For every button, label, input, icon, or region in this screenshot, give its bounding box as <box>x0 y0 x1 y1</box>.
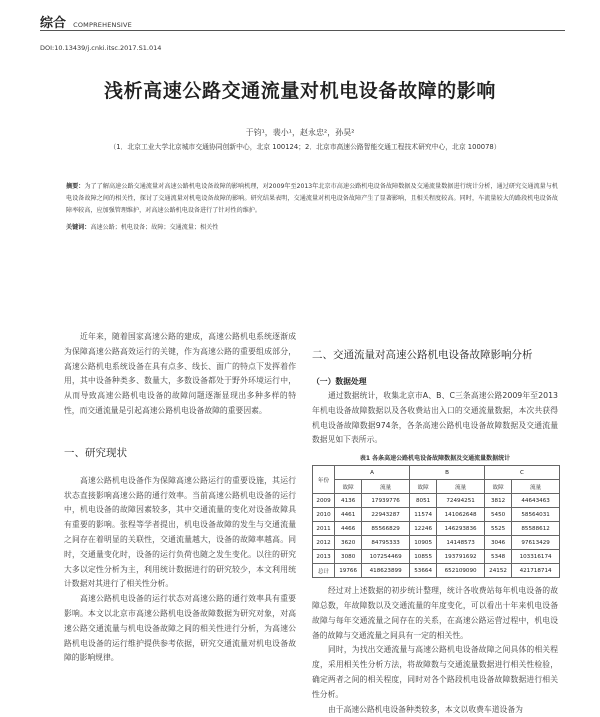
doi: DOI:10.13439/j.cnki.itsc.2017.S1.014 <box>40 44 162 52</box>
table-cell: 5450 <box>484 508 511 522</box>
section-heading-analysis: 二、交通流量对高速公路机电设备故障影响分析 <box>312 349 533 361</box>
table-subheader-cell: 流量 <box>437 480 485 494</box>
table-cell: 2010 <box>313 508 335 522</box>
journal-section-english: COMPREHENSIVE <box>73 21 132 29</box>
table-cell: 4461 <box>335 508 362 522</box>
table-cell: 85566829 <box>362 522 410 536</box>
table-header-group-a: A <box>335 466 410 480</box>
table-cell: 146293836 <box>437 522 485 536</box>
running-header <box>40 12 570 31</box>
table-subheader-cell: 故障 <box>484 480 511 494</box>
table-cell: 10905 <box>410 536 437 550</box>
table-cell: 103316174 <box>512 550 560 564</box>
table-cell: 418623899 <box>362 564 410 578</box>
table-cell: 97613429 <box>512 536 560 550</box>
table-cell: 17939776 <box>362 494 410 508</box>
section-heading-research-status: 一、研究现状 <box>64 446 127 459</box>
table-cell: 8051 <box>410 494 437 508</box>
journal-section-name: 综合 <box>40 16 67 31</box>
table-header-row <box>313 466 560 480</box>
table-header-group-b: B <box>410 466 485 480</box>
table-cell: 72494251 <box>437 494 485 508</box>
table-subheader-cell: 故障 <box>410 480 437 494</box>
table-row <box>313 536 560 550</box>
author-list: 于钧¹，裴小¹，赵永忠²，孙昊² <box>245 128 355 137</box>
data-processing-paragraph-4: 由于高速公路机电设备种类较多，本文以收费车道设备为 <box>328 704 523 714</box>
research-status-paragraph-1: 高速公路机电设备作为保障高速公路运行的重要设施，其运行状态直接影响高速公路的通行效率。当前高速公路机电设备的运行中，机电设备的故障因素较多，其中交通流量的变化对设备故障具有重要的影响。张程等学者提出，机电设备故障的发生与交通流量之间存在着明显的关联性，交通流量越大，设备的故障率越高。同时，交通量变化时，设备的运行负荷也随之发生变化。以往的研究大多以定性分析为主，利用统计数据进行的研究较少，本文利用统计数据对其进行了相关性分析。 <box>64 475 296 589</box>
right-column <box>312 347 558 717</box>
table-cell: 4466 <box>335 522 362 536</box>
research-status-paragraph-2: 高速公路机电设备的运行状态对高速公路的通行效率具有重要影响。本文以北京市高速公路机电设备故障数据为研究对象，对高速公路交通流量与机电设备故障之间的相关性进行分析，为高速公路机电设备的运行维护提供参考依据，研究交通流量对机电设备故障的影响规律。 <box>64 594 296 663</box>
table-cell: 12246 <box>410 522 437 536</box>
table-cell: 58564031 <box>512 508 560 522</box>
table-cell: 44643463 <box>512 494 560 508</box>
table-cell: 3620 <box>335 536 362 550</box>
abstract-label: 摘要： <box>66 183 85 190</box>
abstract-text: 为了了解高速公路交通流量对高速公路机电设备故障的影响机理，对2009年至2013年北京市高速公路机电设备故障数据及交通流量数据进行统计分析，通过研究交通流量与机电设备故障之间的相关性，探讨了交通流量对机电设备故障的影响。研究结果表明，交通流量对机电设备故障产生了显著影响，且相关程度较高。同时，车流量较大的路段机电设备故障率较高，应加强管理维护，对高速公路机电设备进行了针对性的维护。 <box>66 183 558 214</box>
table-row <box>313 550 560 564</box>
table-cell: 22943287 <box>362 508 410 522</box>
table-cell: 24152 <box>484 564 511 578</box>
table-subheader-row <box>313 480 560 494</box>
table-cell: 19766 <box>335 564 362 578</box>
table-cell: 53664 <box>410 564 437 578</box>
table-row <box>313 508 560 522</box>
table-cell: 3080 <box>335 550 362 564</box>
table-cell: 3046 <box>484 536 511 550</box>
table-cell: 4136 <box>335 494 362 508</box>
table-cell: 5525 <box>484 522 511 536</box>
table-cell: 14148573 <box>437 536 485 550</box>
left-column <box>64 330 296 666</box>
table-cell: 107254469 <box>362 550 410 564</box>
table-row <box>313 522 560 536</box>
table-cell: 85588612 <box>512 522 560 536</box>
table-header-group-c: C <box>484 466 559 480</box>
table-cell: 10855 <box>410 550 437 564</box>
table-cell: 141062648 <box>437 508 485 522</box>
data-processing-paragraph-2: 经过对上述数据的初步统计整理，统计各收费站每年机电设备的故障总数，年故障数以及交通流量的年度变化，可以看出十年来机电设备故障与每年交通流量之间存在的关系，在高速公路运营过程中，机电设备的故障与交通流量之间具有一定的相关性。 <box>312 586 558 640</box>
keywords-label: 关键词： <box>66 224 91 231</box>
article-title: 浅析高速公路交通流量对机电设备故障的影响 <box>103 80 496 102</box>
table-row <box>313 494 560 508</box>
table-cell: 5348 <box>484 550 511 564</box>
table-cell: 652109090 <box>437 564 485 578</box>
table-cell: 11574 <box>410 508 437 522</box>
table-subheader-cell: 故障 <box>335 480 362 494</box>
subsection-heading-data-processing: （一）数据处理 <box>312 377 367 386</box>
table-subheader-cell: 流量 <box>512 480 560 494</box>
abstract <box>66 181 558 217</box>
table-row-total <box>313 564 560 578</box>
table-caption: 表1 各条高速公路机电设备故障数据及交通流量数据统计 <box>359 455 511 463</box>
keywords-text: 高速公路；机电设备；故障；交通流量；相关性 <box>90 224 219 231</box>
table-cell: 421718714 <box>512 564 560 578</box>
table-cell: 193791692 <box>437 550 485 564</box>
data-processing-paragraph-1: 通过数据统计，收集北京市A、B、C三条高速公路2009年至2013年机电设备故障数据以及各收费站出入口的交通流量数据，本次共获得机电设备故障数据974条，各条高速公路机电设备故障数据及交通流量数据见如下表所示。 <box>312 391 558 445</box>
table-cell: 3812 <box>484 494 511 508</box>
table-cell: 84795333 <box>362 536 410 550</box>
table-subheader-cell: 流量 <box>362 480 410 494</box>
table-cell: 2011 <box>313 522 335 536</box>
header-divider <box>40 30 565 31</box>
table-header-year: 年份 <box>313 466 335 494</box>
keywords <box>66 222 558 231</box>
intro-paragraph: 近年来，随着国家高速公路的建成，高速公路机电系统逐渐成为保障高速公路高效运行的关键，作为高速公路的重要组成部分，高速公路机电系统设备在具有点多、线长、面广的特点下发挥着作用，其中设备种类多、数量大，多数设备都处于野外环境运行中，从而导致高速公路机电设备的故障问题逐渐显现出多种多样的特性，而交通流量是引起高速公路机电设备故障的重要因素。 <box>64 332 296 415</box>
fault-flow-table <box>312 465 560 578</box>
table-cell: 总计 <box>313 564 335 578</box>
table-cell: 2012 <box>313 536 335 550</box>
data-processing-paragraph-3: 同时，为找出交通流量与高速公路机电设备故障之间具体的相关程度，采用相关性分析方法，将故障数与交通流量数据进行相关性检验，确定两者之间的相关程度，同时对各个路段机电设备故障数据进行相关性分析。 <box>312 645 558 699</box>
table-cell: 2009 <box>313 494 335 508</box>
table-cell: 2013 <box>313 550 335 564</box>
author-affiliation: （1．北京工业大学北京城市交通协同创新中心，北京 100124；2．北京市高速公路智能交通工程技术研究中心，北京 100078） <box>109 143 501 151</box>
